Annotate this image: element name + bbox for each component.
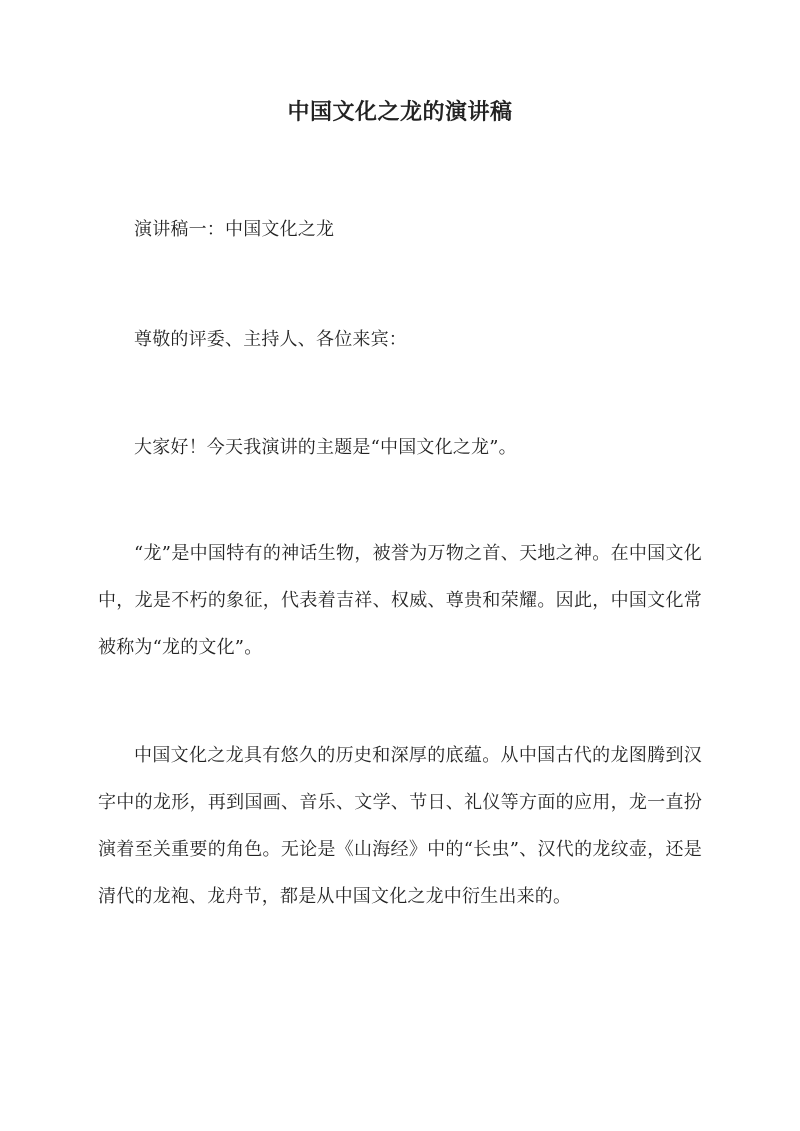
paragraph-subtitle: 演讲稿一：中国文化之龙 [134, 219, 335, 240]
paragraph-body-1: “龙”是中国特有的神话生物，被誉为万物之首、天地之神。在中国文化中，龙是不朽的象征，代表着吉祥、权威、尊贵和荣耀。因此，中国文化常被称为“龙的文化”。 [98, 543, 702, 658]
paragraph-greeting: 大家好！今天我演讲的主题是“中国文化之龙”。 [134, 437, 517, 458]
paragraph-salutation: 尊敬的评委、主持人、各位来宾： [134, 329, 407, 350]
paragraph-body-2: 中国文化之龙具有悠久的历史和深厚的底蕴。从中国古代的龙图腾到汉字中的龙形，再到国画、音乐、文学、节日、礼仪等方面的应用，龙一直扮演着至关重要的角色。无论是《山海经》中的“长虫”、汉代的龙纹壶，还是清代的龙袍、龙舟节，都是从中国文化之龙中衍生出来的。 [98, 745, 702, 907]
document-title: 中国文化之龙的演讲稿 [287, 99, 513, 125]
